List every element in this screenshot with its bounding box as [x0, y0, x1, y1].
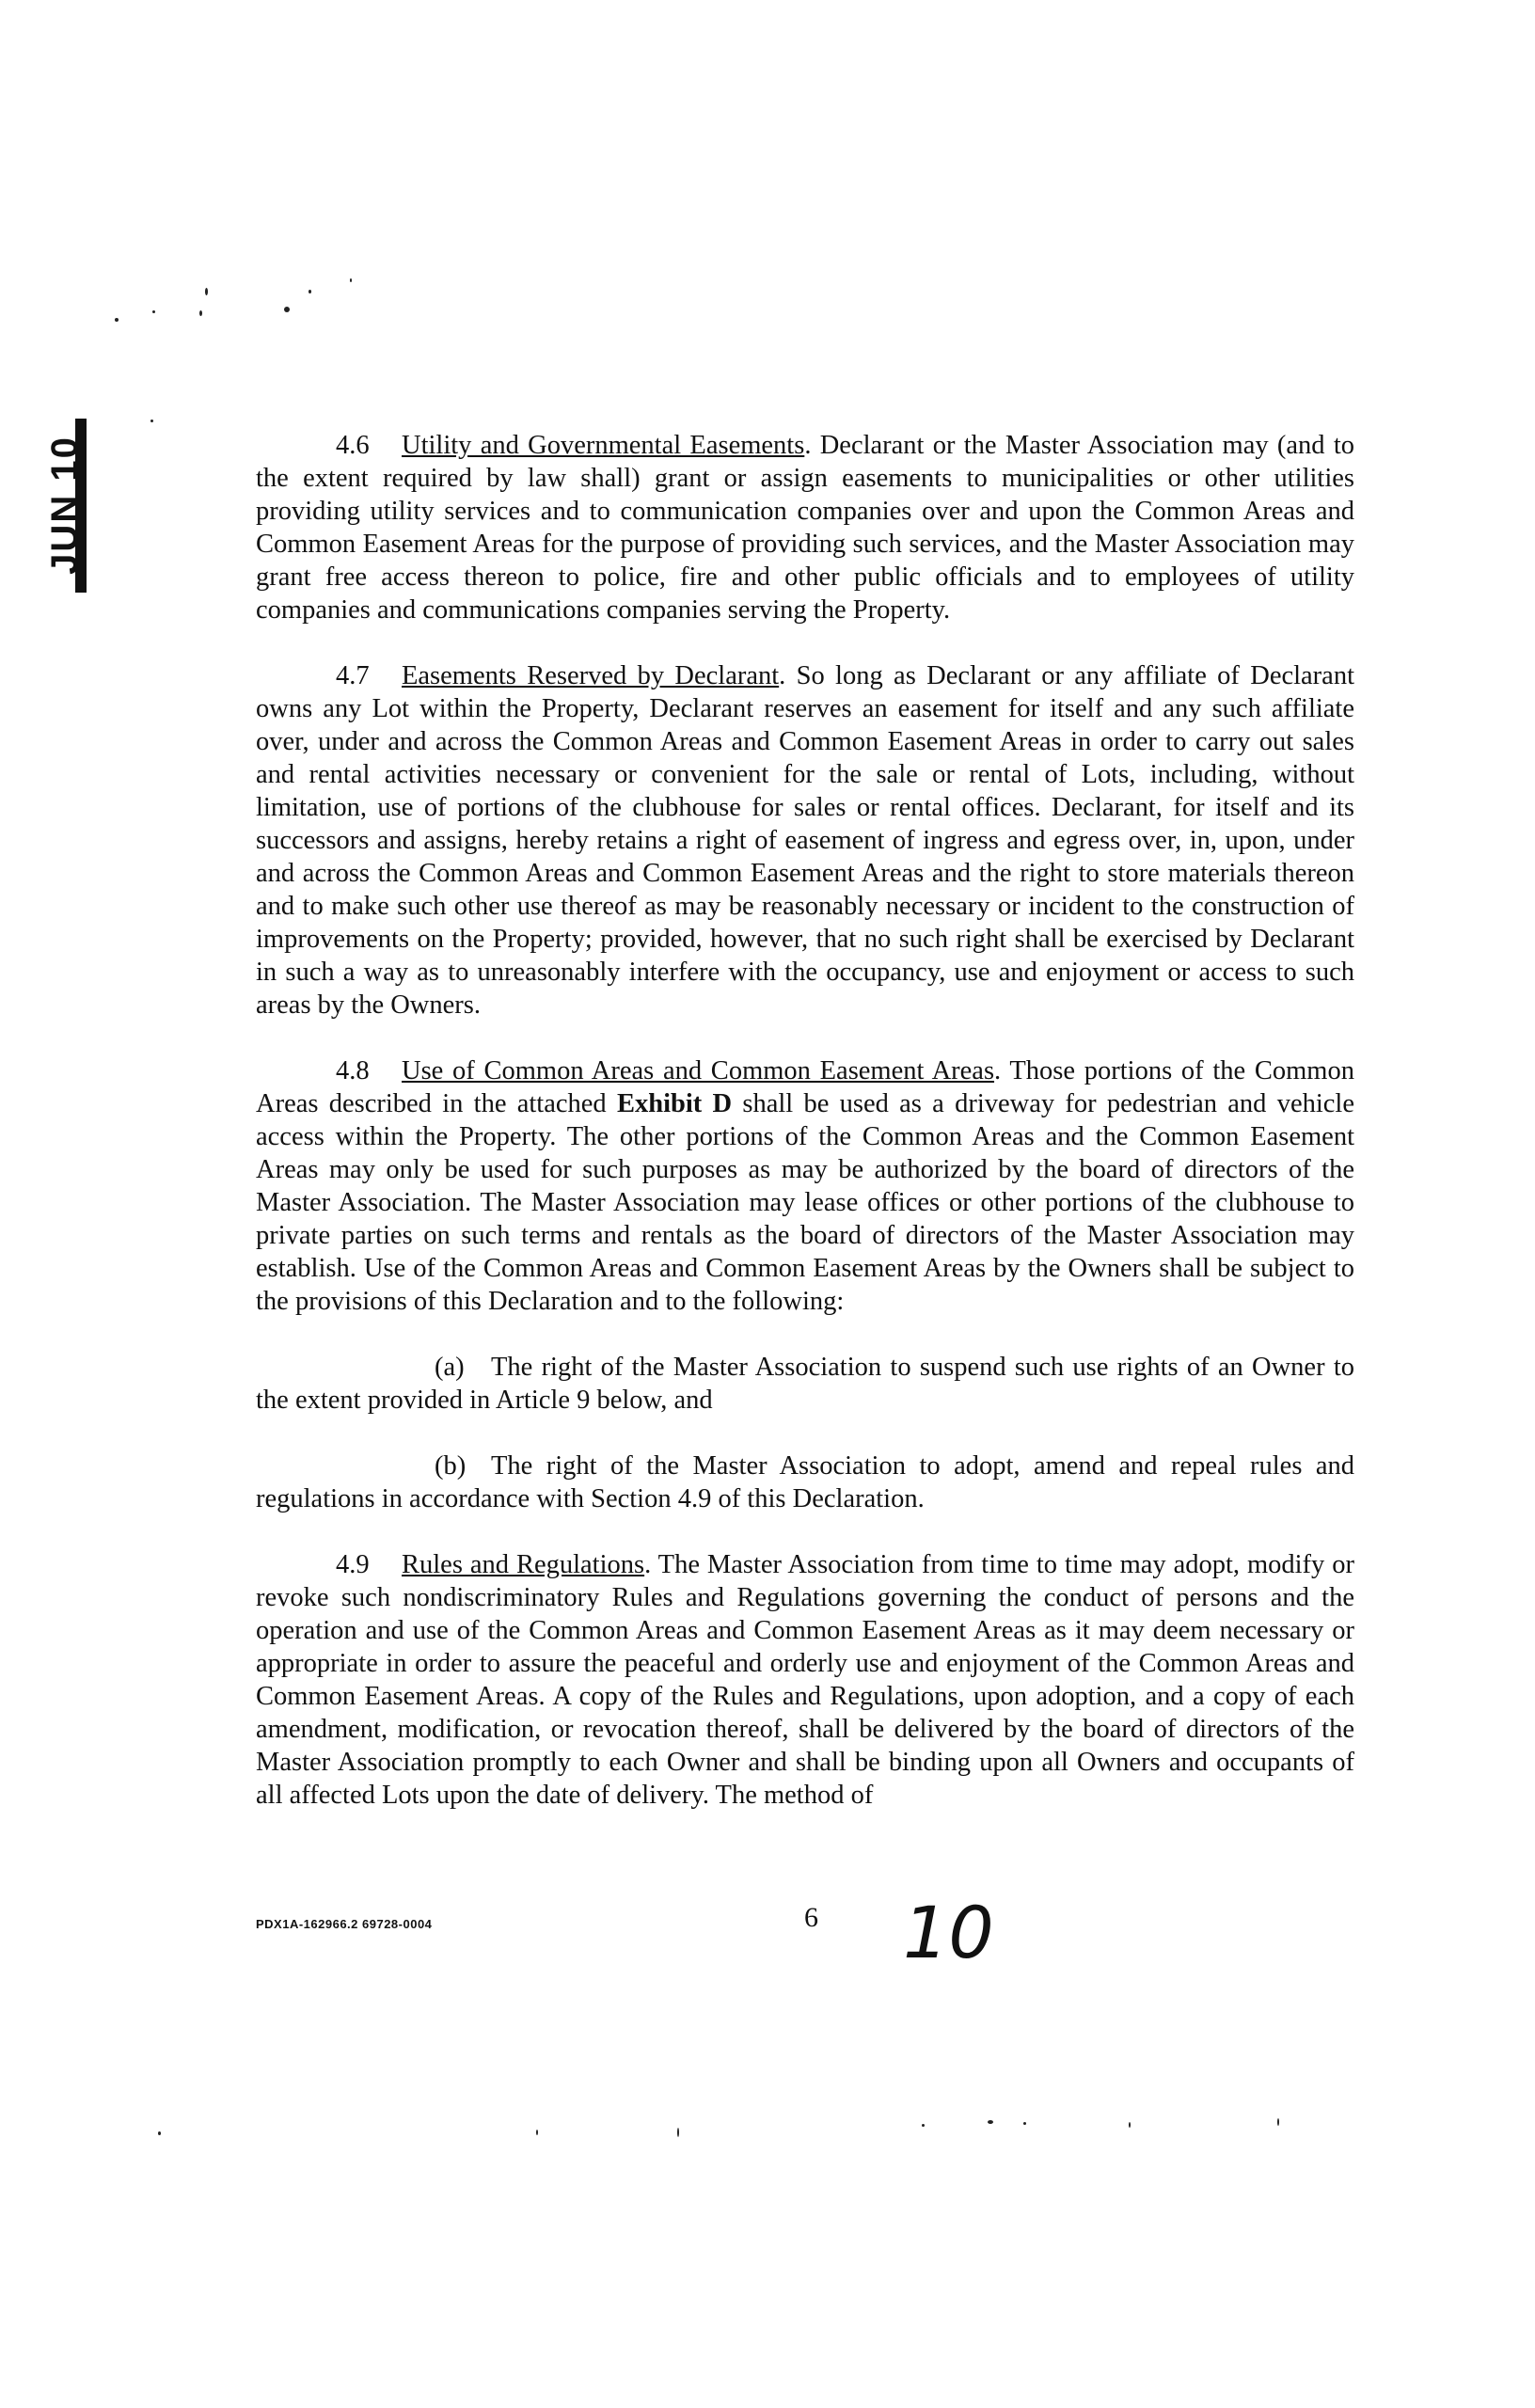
section-heading: Use of Common Areas and Common Easement Areas	[402, 1056, 995, 1085]
date-stamp	[38, 419, 87, 593]
section-4-9	[256, 1548, 1354, 1812]
section-text: shall be used as a driveway for pedestrian and vehicle access within the Property. The other portions of the Common Areas and the Common Easement Areas may only be used for such purposes as may be authorized by the board of directors of the Master Association. The Master Association may lease offices or other portions of the clubhouse to private parties on such terms and rentals as the board of directors of the Master Association may establish. Use of the Common Areas and Common Easement Areas by the Owners shall be subject to the provisions of this Declaration and to the following:	[256, 1089, 1354, 1316]
stamp-text: JUN 10	[44, 436, 86, 575]
document-id: PDX1A-162966.2 69728-0004	[256, 1917, 433, 1931]
scan-speck	[677, 2128, 679, 2137]
section-number: 4.8	[336, 1056, 370, 1085]
scan-speck	[1277, 2118, 1279, 2126]
scan-speck	[309, 290, 311, 293]
section-4-6	[256, 429, 1354, 626]
exhibit-reference: Exhibit D	[616, 1089, 733, 1118]
subitem-text: The right of the Master Association to adopt, amend and repeal rules and regulations in accordance with Section 4.9 of this Declaration.	[256, 1451, 1354, 1513]
subitem-text: The right of the Master Association to suspend such use rights of an Owner to the extent provided in Article 9 below, and	[256, 1353, 1354, 1415]
section-heading: Easements Reserved by Declarant	[402, 661, 780, 690]
scan-speck	[158, 2131, 161, 2135]
scan-speck	[1023, 2122, 1026, 2125]
section-number: 4.6	[336, 431, 370, 460]
section-text: . The Master Association from time to time may adopt, modify or revoke such nondiscriminatory Rules and Regulations governing the conduct of persons and the operation and use of the Common Areas and Common Easement Areas as it may deem necessary or appropriate in order to assure the peaceful and orderly use and enjoyment of the Common Areas and Common Easement Areas. A copy of the Rules and Regulations, upon adoption, and a copy of each amendment, modification, or revocation thereof, shall be delivered by the board of directors of the Master Association promptly to each Owner and shall be binding upon all Owners and occupants of all affected Lots upon the date of delivery. The method of	[256, 1550, 1354, 1810]
section-heading: Rules and Regulations	[402, 1550, 645, 1579]
section-heading: Utility and Governmental Easements	[402, 431, 805, 460]
page-number: 6	[804, 1902, 818, 1933]
section-text: . So long as Declarant or any affiliate of Declarant owns any Lot within the Property, Declarant reserves an easement for itself and any such affiliate over, under and across the Common Areas and Common Easement Areas in order to carry out sales and rental activities necessary or convenient for the sale or rental of Lots, including, without limitation, use of portions of the clubhouse for sales or rental offices. Declarant, for itself and its successors and assigns, hereby retains a right of easement of ingress and egress over, in, upon, under and across the Common Areas and Common Easement Areas and the right to store materials thereon and to make such other use thereof as may be reasonably necessary or incident to the construction of improvements on the Property; provided, however, that no such right shall be exercised by Declarant in such a way as to unreasonably interfere with the occupancy, use and enjoyment or access to such areas by the Owners.	[256, 661, 1354, 1020]
section-text: . Those portions of the Common Areas described in the attached	[256, 1056, 1354, 1118]
section-number: 4.7	[336, 661, 370, 690]
scan-speck	[284, 307, 290, 312]
scan-speck	[205, 288, 208, 295]
scan-speck	[1129, 2122, 1131, 2128]
subitem-b	[256, 1450, 1354, 1515]
section-text: . Declarant or the Master Association may (and to the extent required by law shall) grant or assign easements to municipalities or other utilities providing utility services and to communication companies over and upon the Common Areas and Common Easement Areas for the purpose of providing such services, and the Master Association may grant free access thereon to police, fire and other public officials and to employees of utility companies and communications companies serving the Property.	[256, 431, 1354, 625]
section-4-7	[256, 659, 1354, 1022]
scan-speck	[536, 2130, 538, 2135]
scan-speck	[115, 318, 119, 322]
handwritten-page-number: 10	[903, 1891, 994, 1974]
subitem-label: (a)	[435, 1353, 465, 1382]
scan-speck	[152, 310, 155, 313]
document-body	[256, 429, 1354, 1845]
scan-speck	[922, 2124, 925, 2127]
section-4-8	[256, 1054, 1354, 1318]
scan-speck	[988, 2120, 993, 2124]
scan-speck	[199, 310, 202, 316]
scan-speck	[350, 278, 352, 282]
scan-speck	[150, 420, 153, 422]
section-number: 4.9	[336, 1550, 370, 1579]
subitem-a	[256, 1351, 1354, 1417]
subitem-label: (b)	[435, 1451, 467, 1481]
